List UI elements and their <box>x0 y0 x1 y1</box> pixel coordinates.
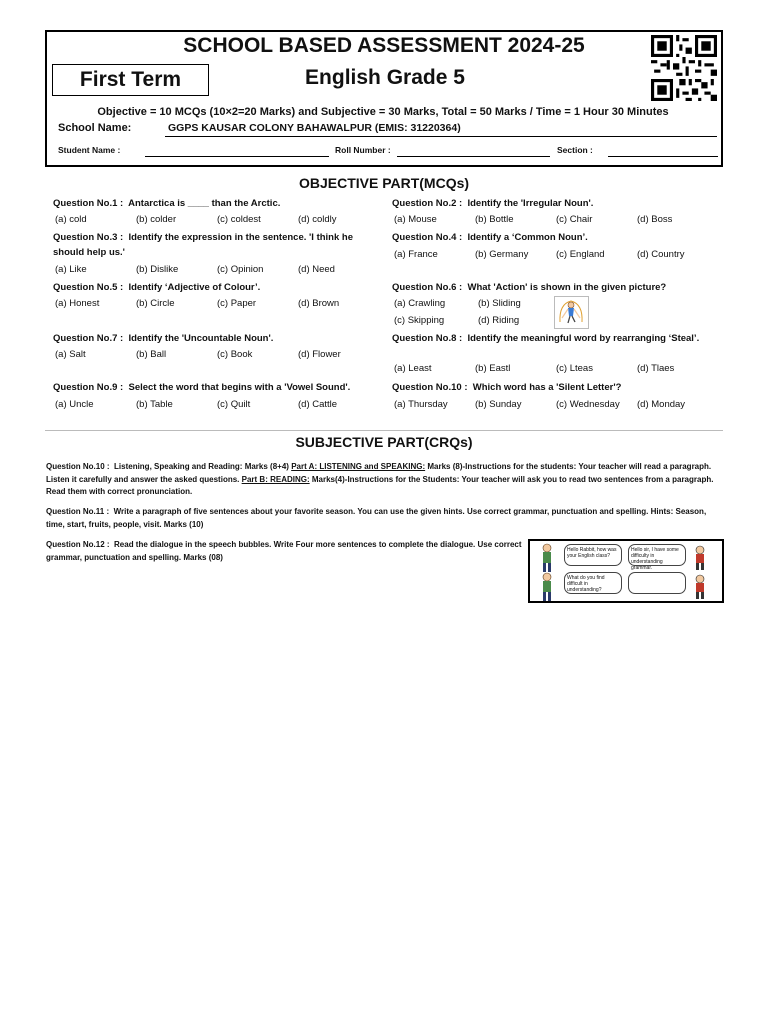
question-label: Question No.12 : <box>46 540 110 549</box>
question-text: What 'Action' is shown in the given picture? <box>467 282 667 293</box>
student-name-label: Student Name : <box>58 145 121 155</box>
option-b[interactable]: (b) Sliding <box>478 298 521 309</box>
question-2 <box>392 196 722 211</box>
option-d[interactable]: (d) Monday <box>637 399 686 410</box>
roll-number-field[interactable] <box>397 156 550 157</box>
question-text: Identify ‘Adjective of Colour’. <box>128 282 261 293</box>
school-name-rule <box>165 136 717 137</box>
skipping-child-picture <box>554 296 589 329</box>
crq-question-11 <box>46 506 726 531</box>
grade-title: English Grade 5 <box>305 66 465 89</box>
question-text: Write a paragraph of five sentences about your favorite season. You can use the given hints. Use correct grammar, punctuation and spelling. Hints: Season, time, start, fruits, people, visit. Marks (10) <box>46 507 707 529</box>
assessment-title: SCHOOL BASED ASSESSMENT 2024-25 <box>183 34 585 57</box>
option-c[interactable]: (c) Wednesday <box>556 399 620 410</box>
student-name-field[interactable] <box>145 156 329 157</box>
question-text: Identify the expression in the sentence. 'I think he should help us.' <box>53 232 353 258</box>
option-d[interactable]: (d) Boss <box>637 214 673 225</box>
question-text: Identify the 'Irregular Noun'. <box>467 198 594 209</box>
question-5 <box>53 280 383 295</box>
option-b[interactable]: (b) colder <box>136 214 177 225</box>
option-a[interactable]: (a) Thursday <box>394 399 448 410</box>
question-label: Question No.10 : <box>392 382 468 393</box>
option-a[interactable]: (a) cold <box>55 214 87 225</box>
option-a[interactable]: (a) Honest <box>55 298 100 309</box>
option-c[interactable]: (c) Skipping <box>394 315 445 326</box>
empty-speech-bubble[interactable] <box>628 572 686 594</box>
part-b-heading: Part B: READING: <box>241 474 310 484</box>
question-label: Question No.2 : <box>392 198 463 209</box>
option-b[interactable]: (b) Bottle <box>475 214 514 225</box>
question-text: Which word has a 'Silent Letter'? <box>472 382 622 393</box>
part-b-instructions: Marks(4)-Instructions for the Students: Your teacher will ask you to read two sentences from a paragraph. Read them with correct pronunciation. <box>46 474 714 496</box>
question-text: Read the dialogue in the speech bubbles. Write Four more sentences to complete the dialogue. Use correct grammar, punctuation and spelling. Marks (08) <box>46 540 522 562</box>
question-text: Identify a ‘Common Noun’. <box>467 232 588 243</box>
question-text: Listening, Speaking and Reading: Marks (8+4) <box>114 462 289 471</box>
teacher-figure-icon <box>536 543 558 573</box>
question-text: Antarctica is ____ than the Arctic. <box>128 198 281 209</box>
option-b[interactable]: (b) Dislike <box>136 264 179 275</box>
question-10 <box>392 380 722 395</box>
option-a[interactable]: (a) Salt <box>55 349 86 360</box>
speech-bubble: Hello Rabbit, how was your English class? <box>564 544 622 566</box>
question-text: Identify the meaningful word by rearranging ‘Steal’. <box>467 333 700 344</box>
option-c[interactable]: (c) Book <box>217 349 253 360</box>
term-box: First Term <box>52 64 209 96</box>
option-a[interactable]: (a) Crawling <box>394 298 446 309</box>
section-label: Section : <box>557 145 593 155</box>
speech-bubble: What do you find difficult in understanding? <box>564 572 622 594</box>
option-c[interactable]: (c) Chair <box>556 214 593 225</box>
question-text: Identify the 'Uncountable Noun'. <box>128 333 274 344</box>
option-a[interactable]: (a) France <box>394 249 438 260</box>
option-d[interactable]: (d) Country <box>637 249 685 260</box>
crq-question-10 <box>46 461 726 499</box>
option-c[interactable]: (c) coldest <box>217 214 261 225</box>
school-name-label: School Name: <box>58 122 132 134</box>
question-8 <box>392 331 712 346</box>
crq-question-12 <box>46 539 524 564</box>
dialogue-picture <box>528 539 724 603</box>
option-b[interactable]: (b) Germany <box>475 249 529 260</box>
option-b[interactable]: (b) Table <box>136 399 173 410</box>
question-label: Question No.3 : <box>53 232 124 243</box>
option-d[interactable]: (d) Riding <box>478 315 520 326</box>
student-figure-icon <box>692 545 708 571</box>
option-b[interactable]: (b) Ball <box>136 349 167 360</box>
question-1 <box>53 196 383 211</box>
student-figure-icon <box>692 574 708 600</box>
question-label: Question No.4 : <box>392 232 463 243</box>
question-label: Question No.5 : <box>53 282 124 293</box>
option-c[interactable]: (c) England <box>556 249 605 260</box>
question-label: Question No.8 : <box>392 333 463 344</box>
question-label: Question No.11 : <box>46 507 110 516</box>
part-a-instructions: Marks (8)-Instructions for the students: Your teacher will read a paragraph. Listen it carefully and answer the asked questions. <box>46 462 712 484</box>
section-divider <box>45 430 723 431</box>
option-a[interactable]: (a) Uncle <box>55 399 94 410</box>
option-c[interactable]: (c) Paper <box>217 298 257 309</box>
part-a-heading: Part A: LISTENING and SPEAKING: <box>291 462 426 471</box>
marks-summary: Objective = 10 MCQs (10×2=20 Marks) and Subjective = 30 Marks, Total = 50 Marks / Time = 1 Hour 30 Minutes <box>97 106 669 118</box>
option-b[interactable]: (b) Sunday <box>475 399 522 410</box>
speech-bubble: Hello sir, I have some difficulty in understanding grammar. <box>628 544 686 566</box>
question-label: Question No.6 : <box>392 282 463 293</box>
option-b[interactable]: (b) Circle <box>136 298 175 309</box>
question-label: Question No.7 : <box>53 333 124 344</box>
question-6 <box>392 280 722 295</box>
option-b[interactable]: (b) Eastl <box>475 363 511 374</box>
question-4 <box>392 230 722 245</box>
question-label: Question No.9 : <box>53 382 124 393</box>
question-9 <box>53 380 388 395</box>
option-a[interactable]: (a) Least <box>394 363 432 374</box>
question-label: Question No.1 : <box>53 198 124 209</box>
question-text: Select the word that begins with a 'Vowel Sound'. <box>128 382 351 393</box>
option-d[interactable]: (d) Cattle <box>298 399 338 410</box>
option-c[interactable]: (c) Lteas <box>556 363 593 374</box>
option-a[interactable]: (a) Like <box>55 264 87 275</box>
option-d[interactable]: (d) coldly <box>298 214 337 225</box>
qr-code-icon <box>650 35 718 101</box>
option-c[interactable]: (c) Quilt <box>217 399 251 410</box>
question-3 <box>53 230 378 260</box>
option-d[interactable]: (d) Flower <box>298 349 341 360</box>
school-name-value: GGPS KAUSAR COLONY BAHAWALPUR (EMIS: 31220364) <box>168 122 461 134</box>
option-d[interactable]: (d) Need <box>298 264 335 275</box>
question-label: Question No.10 : <box>46 462 110 471</box>
question-7 <box>53 331 383 346</box>
option-a[interactable]: (a) Mouse <box>394 214 437 225</box>
roll-number-label: Roll Number : <box>335 145 391 155</box>
section-field[interactable] <box>608 156 718 157</box>
option-d[interactable]: (d) Tlaes <box>637 363 675 374</box>
option-d[interactable]: (d) Brown <box>298 298 340 309</box>
objective-part-title: OBJECTIVE PART(MCQs) <box>298 175 470 191</box>
subjective-part-title: SUBJECTIVE PART(CRQs) <box>295 434 473 450</box>
option-c[interactable]: (c) Opinion <box>217 264 264 275</box>
teacher-figure-icon <box>536 572 558 602</box>
